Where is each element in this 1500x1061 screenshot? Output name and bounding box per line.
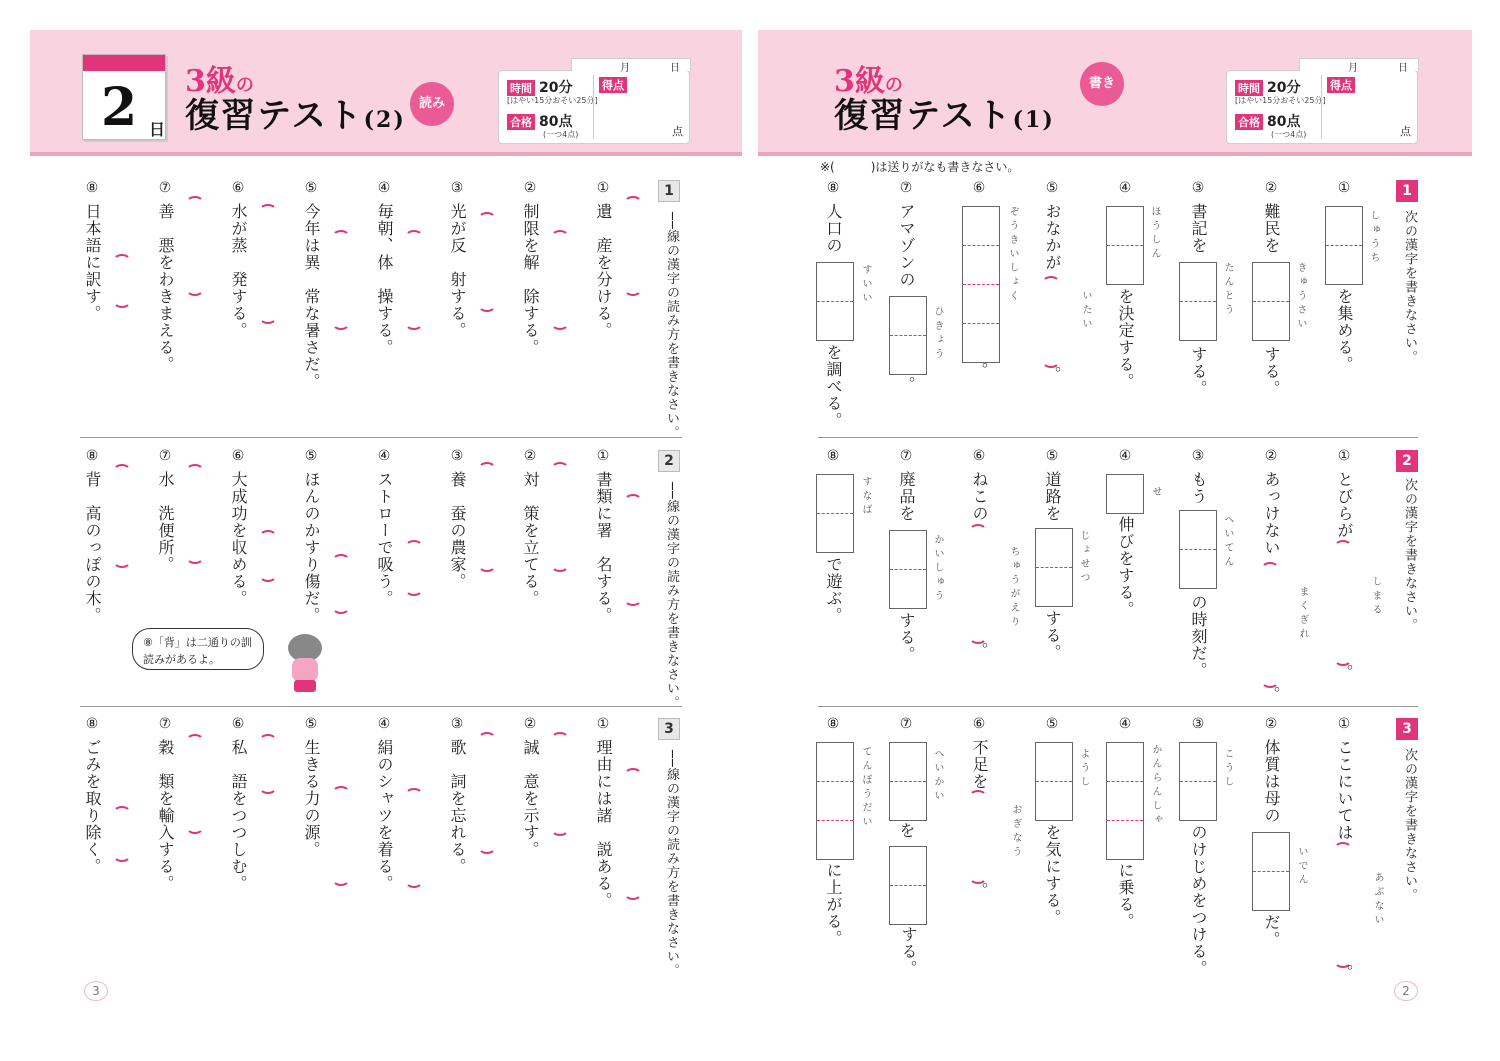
question-item: ③ <box>1190 716 1206 733</box>
question-text: を調べる。 <box>824 344 843 429</box>
question-text: 。 <box>1043 366 1062 383</box>
question-item: ①書類に署 名する。 <box>594 448 613 624</box>
section-number: 3 <box>658 718 680 740</box>
section-divider <box>818 437 1418 438</box>
question-item: ③もう <box>1189 448 1208 505</box>
answer-bracket[interactable] <box>111 806 130 862</box>
answer-bracket[interactable] <box>111 464 130 568</box>
question-item: ⑤おなかが <box>1043 180 1062 271</box>
day-calendar-icon <box>82 54 166 140</box>
question-item: ⑥私 語をつつしむ。 <box>229 716 248 892</box>
score-box: 月 日 時間 20分 [はやい15分おそい25分] 合格 80点 (一つ4点) 得点 点 <box>1226 70 1418 144</box>
section-instruction: 次の漢字を書きなさい。 <box>1402 478 1417 632</box>
question-text: する。 <box>899 926 918 977</box>
question-item: ⑤ほんのかすり傷だ。 <box>302 448 321 624</box>
answer-bracket[interactable] <box>257 204 276 324</box>
question-text: に乗る。 <box>1116 862 1135 930</box>
right-header-banner <box>758 30 1472 156</box>
answer-box[interactable] <box>889 742 927 821</box>
question-item: ⑦水 洗便所。 <box>156 448 175 573</box>
answer-box[interactable] <box>1179 262 1217 341</box>
question-item: ⑧日本語に訳す。 <box>83 180 102 322</box>
bear-mascot-icon <box>284 634 326 692</box>
answer-bracket[interactable] <box>1259 562 1278 688</box>
answer-box[interactable] <box>1106 206 1144 285</box>
answer-bracket[interactable] <box>967 524 986 644</box>
page-number: 2 <box>1394 981 1418 1001</box>
question-text: 。 <box>1335 964 1354 981</box>
answer-bracket[interactable] <box>549 462 568 572</box>
question-text: を <box>897 822 916 839</box>
level-label: 3級の <box>185 64 254 99</box>
answer-box[interactable] <box>1252 832 1290 911</box>
question-text: を集める。 <box>1335 288 1354 373</box>
question-item: ③光が反 射する。 <box>448 180 467 339</box>
answer-bracket[interactable] <box>330 230 349 330</box>
section-number: 1 <box>1396 180 1418 202</box>
right-page: 3級の 復習テスト(1) 書き 月 日 時間 20分 [はやい15分おそい25分] 合格 80点 (一つ4点) 得点 点 ※( )は送りがなも書きなさい。 1 次の漢字を書きなさい。 ① しゅうち を集める。 ②難民を きゅうさい する。 ③書記を たんとう する。 ④ ほうしん を決定する。 ⑤おなかが いたい 。 ⑥ ぞうきいしょく 。 ⑦アマゾンの ひきょう 。 ⑧人口の すいい を調べる。 2 次の漢字を書きなさい。 ①とびらが しまる 。 ②あっけない まくぎれ 。 ③もう へいてん の時刻だ。 ④ せ 伸びをする。 ⑤道路を じょせつ する。 ⑥ねこの ちゅうがえり 。 ⑦廃品を かいしゅう する。 ⑧ すなば で遊ぶ。 3 次の漢字を書きなさい。 ①ここにいては あぶない 。 ②体質は母の いでん だ。 ③ こうし のけじめをつける。 ④ かんらんしゃ に乗る。 ⑤ ようし を気にする。 ⑥不足を おぎなう 。 ⑦ へいかい を する。 ⑧ てんぼうだい に上がる。 2 <box>750 0 1500 1061</box>
section-instruction: 次の漢字を書きなさい。 <box>1402 748 1417 902</box>
question-item: ④ <box>1117 448 1133 465</box>
page-title: 復習テスト(1) <box>834 96 1055 136</box>
question-item: ①ここにいては <box>1335 716 1354 841</box>
answer-bracket[interactable] <box>330 786 349 886</box>
page-number: 3 <box>84 981 108 1001</box>
question-item: ⑤今年は異 常な暑さだ。 <box>302 180 321 390</box>
answer-bracket[interactable] <box>549 230 568 330</box>
question-item: ⑤ <box>1044 716 1060 733</box>
question-item: ④ <box>1117 180 1133 197</box>
section-number: 2 <box>658 450 680 472</box>
answer-box[interactable] <box>962 206 1000 363</box>
answer-bracket[interactable] <box>622 494 641 606</box>
section-number: 3 <box>1396 718 1418 740</box>
answer-box[interactable] <box>1252 262 1290 341</box>
question-text: する。 <box>1189 346 1208 397</box>
question-item: ⑤道路を <box>1043 448 1062 522</box>
answer-bracket[interactable] <box>111 254 130 308</box>
reading-badge-icon: 読み <box>410 82 454 126</box>
answer-box[interactable] <box>1179 742 1217 821</box>
question-item: ⑧ <box>825 448 841 465</box>
answer-box[interactable] <box>1035 742 1073 821</box>
hint-speech-bubble: ⑧「背」は二通りの訓読みがあるよ。 <box>132 628 264 670</box>
question-item: ①とびらが <box>1335 448 1354 539</box>
question-text: で遊ぶ。 <box>824 556 843 624</box>
answer-bracket[interactable] <box>403 230 422 330</box>
answer-box[interactable] <box>1179 510 1217 589</box>
question-item: ③歌 詞を忘れる。 <box>448 716 467 875</box>
question-item: ④毎朝、体 操する。 <box>375 180 394 356</box>
answer-bracket[interactable] <box>1332 842 1351 968</box>
question-text: を決定する。 <box>1116 288 1135 390</box>
question-text: の時刻だ。 <box>1189 594 1208 679</box>
writing-badge-icon: 書き <box>1080 62 1124 106</box>
instruction-note: ※( )は送りがなも書きなさい。 <box>820 160 1020 174</box>
answer-bracket[interactable] <box>476 462 495 572</box>
answer-box[interactable] <box>889 846 927 925</box>
question-item: ③養 蚕の農家。 <box>448 448 467 590</box>
page-title: 復習テスト(2) <box>185 96 406 136</box>
question-item: ⑥不足を <box>970 716 989 790</box>
day-number: 2 <box>101 77 138 138</box>
answer-box[interactable] <box>1106 742 1144 860</box>
question-item: ⑥ねこの <box>970 448 989 522</box>
answer-bracket[interactable] <box>476 212 495 312</box>
section-instruction: ──線の漢字の読み方を書きなさい。 <box>664 750 679 978</box>
question-text: に上がる。 <box>824 862 843 947</box>
question-item: ⑥大成功を収める。 <box>229 448 248 607</box>
question-item: ①遺 産を分ける。 <box>594 180 613 339</box>
question-text: 。 <box>970 362 989 379</box>
question-text: 。 <box>1262 686 1281 703</box>
question-item: ⑥ <box>971 180 987 197</box>
answer-bracket[interactable] <box>967 790 986 884</box>
question-item: ⑦穀 類を輸入する。 <box>156 716 175 892</box>
question-text: 。 <box>970 882 989 899</box>
section-divider <box>80 437 682 438</box>
question-item: ④ <box>1117 716 1133 733</box>
question-item: ⑧人口の <box>824 180 843 254</box>
answer-bracket[interactable] <box>622 196 641 296</box>
question-item: ②誠 意を示す。 <box>521 716 540 858</box>
question-item: ⑦ <box>898 716 914 733</box>
section-instruction: 次の漢字を書きなさい。 <box>1402 210 1417 364</box>
answer-box[interactable] <box>816 262 854 341</box>
question-text: する。 <box>1043 610 1062 661</box>
answer-box[interactable] <box>1106 474 1144 514</box>
question-text: する。 <box>1262 346 1281 397</box>
answer-bracket[interactable] <box>1332 540 1351 666</box>
section-number: 2 <box>1396 450 1418 472</box>
question-item: ②あっけない <box>1262 448 1281 556</box>
question-item: ②難民を <box>1262 180 1281 254</box>
question-item: ⑧ごみを取り除く。 <box>83 716 102 875</box>
answer-bracket[interactable] <box>330 554 349 614</box>
question-text: 。 <box>897 376 916 393</box>
question-item: ① <box>1336 180 1352 197</box>
day-unit: 日 <box>149 120 166 139</box>
answer-box[interactable] <box>889 296 927 375</box>
question-item: ⑤生きる力の源。 <box>302 716 321 858</box>
question-item: ⑥水が蒸 発する。 <box>229 180 248 339</box>
question-item: ④絹のシャツを着る。 <box>375 716 394 892</box>
answer-bracket[interactable] <box>257 734 276 794</box>
question-item: ④ストローで吸う。 <box>375 448 394 607</box>
answer-bracket[interactable] <box>622 768 641 900</box>
question-item: ⑦善 悪をわきまえる。 <box>156 180 175 373</box>
question-text: のけじめをつける。 <box>1189 824 1208 977</box>
question-text: を気にする。 <box>1043 824 1062 926</box>
question-item: ③書記を <box>1189 180 1208 254</box>
question-item: ⑦廃品を <box>897 448 916 522</box>
question-text: 。 <box>1335 664 1354 681</box>
question-text: だ。 <box>1262 914 1281 948</box>
answer-bracket[interactable] <box>184 196 203 296</box>
section-divider <box>818 706 1418 707</box>
section-instruction: ──線の漢字の読み方を書きなさい。 <box>664 212 679 440</box>
score-box: 月 日 時間 20分 [はやい15分おそい25分] 合格 80点 (一つ4点) 得点 点 <box>498 70 690 144</box>
question-item: ⑧ <box>825 716 841 733</box>
answer-box[interactable] <box>816 474 854 553</box>
answer-box[interactable] <box>889 530 927 609</box>
answer-box[interactable] <box>1035 528 1073 607</box>
section-divider <box>80 706 682 707</box>
answer-bracket[interactable] <box>476 732 495 854</box>
section-instruction: ──線の漢字の読み方を書きなさい。 <box>664 482 679 710</box>
answer-bracket[interactable] <box>184 464 203 564</box>
answer-bracket[interactable] <box>403 788 422 888</box>
answer-bracket[interactable] <box>257 530 276 582</box>
question-text: 。 <box>970 642 989 659</box>
answer-bracket[interactable] <box>403 540 422 596</box>
section-number: 1 <box>658 180 680 202</box>
answer-box[interactable] <box>816 742 854 860</box>
question-item: ⑦アマゾンの <box>897 180 916 288</box>
answer-bracket[interactable] <box>184 734 203 834</box>
left-header-banner <box>30 30 742 156</box>
question-item: ②対 策を立てる。 <box>521 448 540 607</box>
question-item: ②体質は母の <box>1262 716 1281 824</box>
answer-bracket[interactable] <box>549 732 568 836</box>
question-item: ⑧背 高のっぽの木。 <box>83 448 102 624</box>
answer-box[interactable] <box>1325 206 1363 285</box>
level-label: 3級の <box>834 64 903 99</box>
answer-bracket[interactable] <box>1040 276 1059 368</box>
question-text: する。 <box>897 612 916 663</box>
question-item: ②制限を解 除する。 <box>521 180 540 356</box>
question-item: ①理由には諸 説ある。 <box>594 716 613 909</box>
question-text: 伸びをする。 <box>1116 516 1135 618</box>
